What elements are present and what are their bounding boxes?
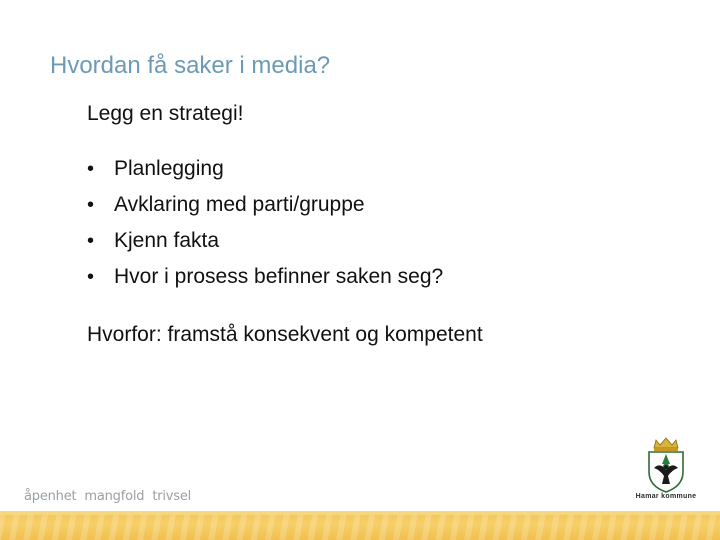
bullet-text: Hvor i prosess befinner saken seg? bbox=[114, 265, 444, 288]
slide-subtitle: Legg en strategi! bbox=[87, 102, 244, 125]
slide-title: Hvordan få saker i media? bbox=[50, 52, 331, 79]
bullet-marker: • bbox=[87, 266, 95, 288]
bullet-item bbox=[87, 259, 443, 295]
bullet-item bbox=[87, 223, 443, 259]
hamar-crest-icon bbox=[640, 436, 692, 494]
conclusion-text: Hvorfor: framstå konsekvent og kompetent bbox=[87, 323, 483, 346]
tagline-word: trivsel bbox=[152, 489, 192, 504]
tagline-word: mangfold bbox=[84, 489, 145, 504]
bullet-item bbox=[87, 151, 443, 187]
bullet-text: Avklaring med parti/gruppe bbox=[114, 193, 365, 216]
footer-tagline bbox=[24, 489, 191, 504]
bullet-list bbox=[87, 151, 443, 295]
tagline-word: åpenhet bbox=[24, 489, 77, 504]
bullet-marker: • bbox=[87, 230, 95, 252]
logo-text: Hamar kommune bbox=[635, 493, 697, 500]
bullet-text: Planlegging bbox=[114, 157, 224, 180]
bullet-item bbox=[87, 187, 443, 223]
footer-stripe bbox=[0, 511, 720, 540]
bullet-text: Kjenn fakta bbox=[114, 229, 220, 252]
bullet-marker: • bbox=[87, 158, 95, 180]
bullet-marker: • bbox=[87, 194, 95, 216]
